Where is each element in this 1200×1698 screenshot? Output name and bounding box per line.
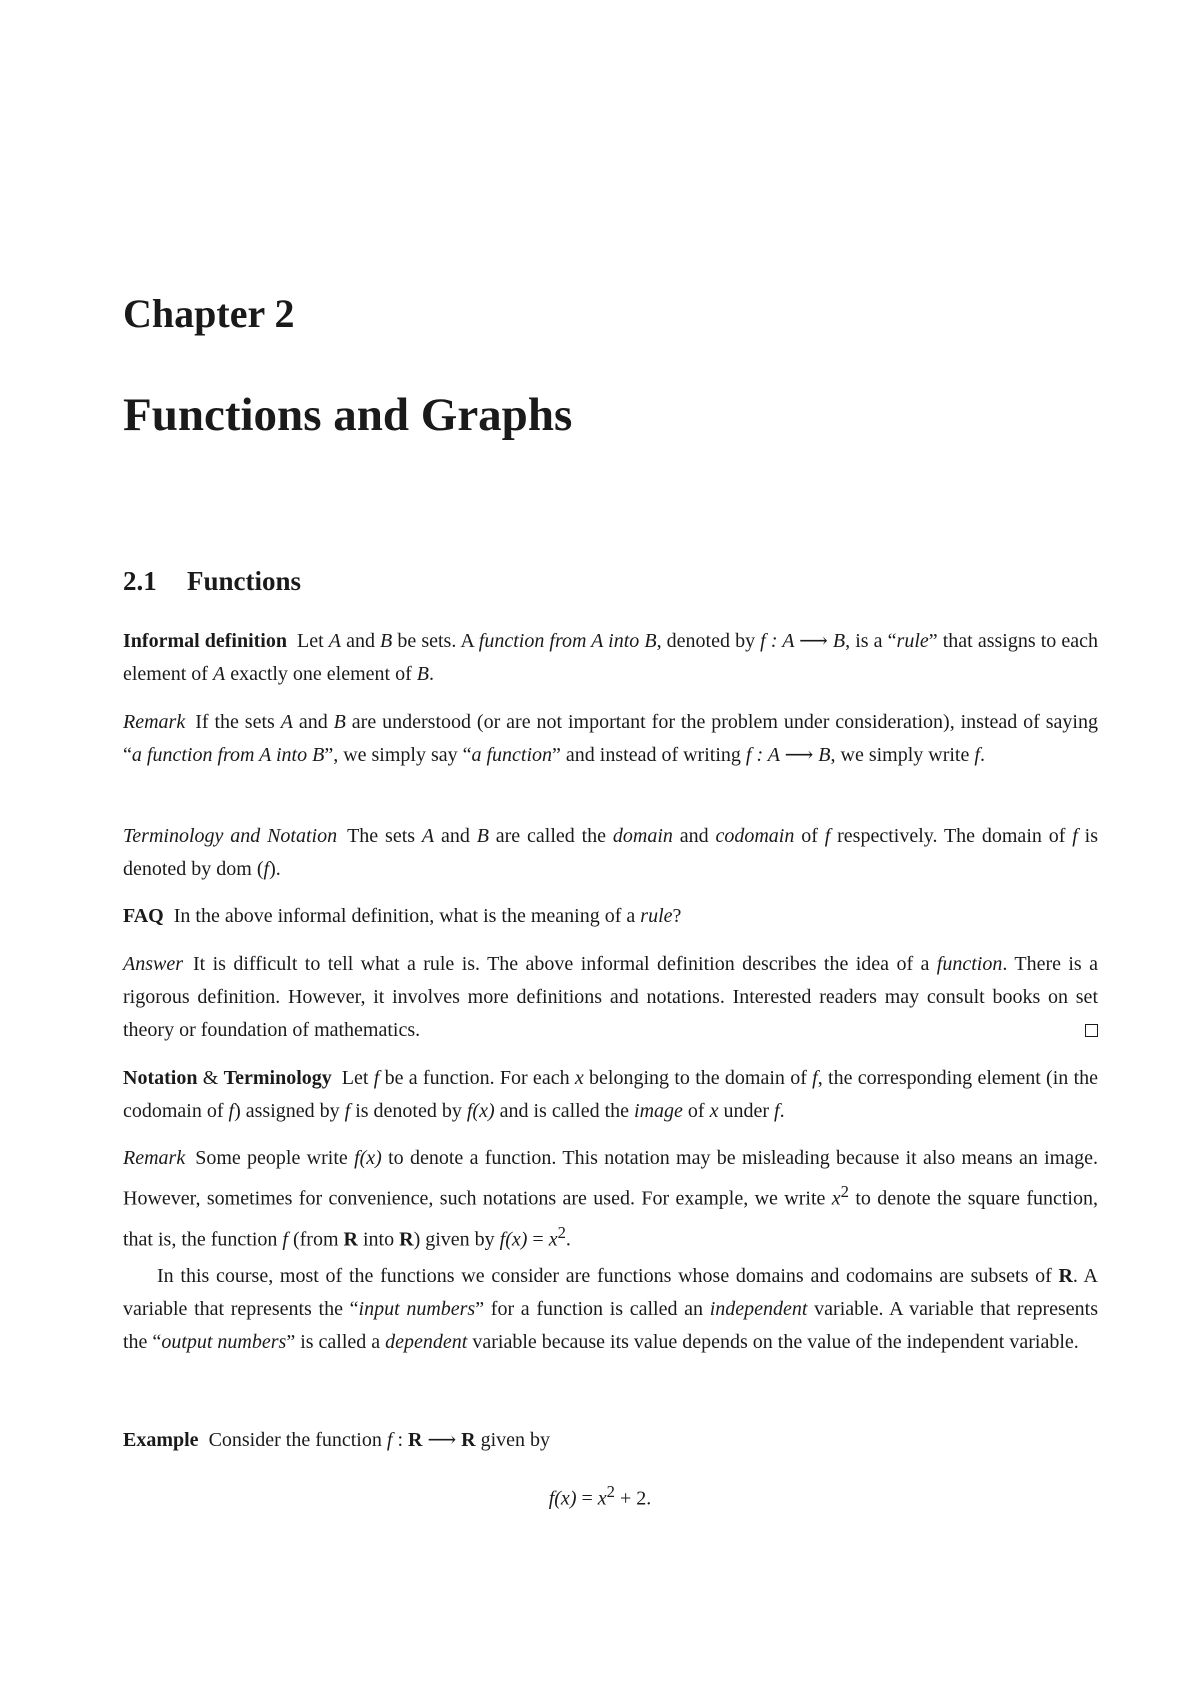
paragraph-lead: Example bbox=[123, 1429, 199, 1451]
text: under bbox=[718, 1100, 775, 1122]
text: be a function. For each bbox=[379, 1067, 575, 1089]
text: , the corresponding element (in the codomain of bbox=[123, 1067, 1099, 1122]
text: Some people write bbox=[195, 1147, 355, 1169]
emphasis: domain bbox=[612, 825, 673, 847]
text: ” is called a bbox=[286, 1331, 386, 1353]
emphasis: image bbox=[634, 1100, 683, 1122]
remark-paragraph bbox=[123, 706, 1098, 772]
paragraph-lead: FAQ bbox=[123, 905, 164, 927]
text: and bbox=[672, 825, 716, 847]
text: be sets. A bbox=[392, 630, 479, 652]
text: to denote the square function, that is, the function bbox=[123, 1187, 1098, 1251]
math-var: x bbox=[574, 1067, 584, 1089]
text: = bbox=[576, 1487, 598, 1510]
math-expression: f : A ⟶ B bbox=[745, 744, 831, 766]
text: If the sets bbox=[195, 711, 281, 733]
math-var: x bbox=[548, 1228, 558, 1251]
text: It is difficult to tell what a rule is. The above informal definition describes the idea of a bbox=[193, 953, 937, 975]
faq-paragraph bbox=[123, 900, 1098, 933]
real-numbers-symbol: R bbox=[1058, 1265, 1073, 1287]
text: Let bbox=[341, 1067, 374, 1089]
emphasis: rule bbox=[640, 905, 673, 927]
math-var: f bbox=[774, 1100, 780, 1122]
text: into bbox=[357, 1228, 400, 1251]
text: In the above informal definition, what is the meaning of a bbox=[173, 905, 641, 927]
text: In this course, most of the functions we consider are functions whose domains and codomains are subsets of bbox=[157, 1265, 1059, 1287]
paragraph-lead: Notation bbox=[123, 1067, 198, 1089]
emphasis: output numbers bbox=[161, 1331, 287, 1353]
remark-paragraph-2 bbox=[123, 1142, 1098, 1256]
emphasis: independent bbox=[709, 1298, 808, 1320]
text: and bbox=[292, 711, 334, 733]
section-title: Functions bbox=[187, 566, 302, 596]
text: ” for a function is called an bbox=[475, 1298, 710, 1320]
math-var: f bbox=[263, 858, 270, 880]
text: (from bbox=[287, 1228, 344, 1251]
math-var: x bbox=[831, 1187, 841, 1210]
course-paragraph bbox=[123, 1260, 1098, 1359]
paragraph-lead: Answer bbox=[123, 953, 183, 975]
math-var: f bbox=[824, 825, 831, 847]
text: of bbox=[794, 825, 825, 847]
superscript: 2 bbox=[606, 1482, 615, 1501]
text: , is a “ bbox=[845, 630, 897, 652]
emphasis: input numbers bbox=[358, 1298, 476, 1320]
math-var: A bbox=[421, 825, 435, 847]
text: ⟶ bbox=[422, 1429, 462, 1451]
real-numbers-symbol: R bbox=[399, 1228, 414, 1251]
math-var: f bbox=[974, 744, 980, 766]
chapter-label: Chapter 2 bbox=[123, 291, 295, 336]
math-expression: f(x) bbox=[499, 1228, 528, 1251]
emphasis: codomain bbox=[715, 825, 795, 847]
text: of bbox=[682, 1100, 710, 1122]
math-expression: f : A ⟶ B bbox=[760, 630, 846, 652]
real-numbers-symbol: R bbox=[408, 1429, 423, 1451]
text: . A variable that represents the “ bbox=[123, 1265, 1098, 1320]
text: is denoted by bbox=[350, 1100, 467, 1122]
text: given by bbox=[475, 1429, 551, 1451]
section-heading bbox=[123, 566, 1098, 597]
text: . bbox=[779, 1100, 785, 1122]
text: , denoted by bbox=[656, 630, 761, 652]
chapter-title: Functions and Graphs bbox=[123, 389, 573, 441]
text: ) given by bbox=[413, 1228, 500, 1251]
emphasis: a function from A into B bbox=[131, 744, 325, 766]
paragraph-lead: Terminology bbox=[223, 1067, 332, 1089]
text: respectively. The domain of bbox=[830, 825, 1073, 847]
math-var: x bbox=[597, 1487, 607, 1510]
superscript: 2 bbox=[840, 1182, 849, 1201]
notation-paragraph bbox=[123, 1062, 1098, 1128]
text: are called the bbox=[488, 825, 613, 847]
text: ? bbox=[672, 905, 682, 927]
answer-paragraph bbox=[123, 948, 1098, 1047]
text: ). bbox=[269, 858, 281, 880]
text: + 2. bbox=[614, 1487, 652, 1510]
superscript: 2 bbox=[557, 1222, 566, 1242]
text: ”, we simply say “ bbox=[324, 744, 472, 766]
example-paragraph bbox=[123, 1424, 1098, 1457]
emphasis: function from A into B bbox=[478, 630, 657, 652]
text: & bbox=[197, 1067, 224, 1089]
text: is denoted by dom ( bbox=[123, 825, 1098, 880]
text: exactly one element of bbox=[225, 663, 417, 685]
math-expression: f(x) bbox=[466, 1100, 495, 1122]
terminology-paragraph bbox=[123, 820, 1098, 886]
display-equation bbox=[0, 1482, 1200, 1511]
emphasis: a function bbox=[471, 744, 553, 766]
math-var: A bbox=[280, 711, 293, 733]
math-var: x bbox=[709, 1100, 719, 1122]
text: and bbox=[434, 825, 477, 847]
text: . bbox=[565, 1228, 571, 1251]
text: to denote a function. This notation may be misleading because it also means an image. However, sometimes for convenience, such notations are used. For example, we write bbox=[123, 1147, 1098, 1210]
math-var: A bbox=[328, 630, 341, 652]
math-var: B bbox=[333, 711, 346, 733]
math-var: f bbox=[228, 1100, 235, 1122]
text: variable because its value depends on the value of the independent variable. bbox=[467, 1331, 1079, 1353]
text: are understood (or are not important for the problem under consideration), instead of saying “ bbox=[123, 711, 1098, 766]
text: and bbox=[340, 630, 381, 652]
math-var: f bbox=[282, 1228, 288, 1251]
qed-square-icon bbox=[1085, 1024, 1098, 1037]
paragraph-lead: Terminology and Notation bbox=[123, 825, 338, 847]
real-numbers-symbol: R bbox=[343, 1228, 358, 1251]
text: variable. A variable that represents the “ bbox=[123, 1298, 1099, 1353]
math-var: B bbox=[476, 825, 489, 847]
emphasis: function bbox=[936, 953, 1003, 975]
text: = bbox=[527, 1228, 549, 1251]
text: Consider the function bbox=[208, 1429, 387, 1451]
paragraph-lead: Remark bbox=[123, 711, 186, 733]
math-var: B bbox=[380, 630, 393, 652]
text: . bbox=[429, 663, 434, 685]
math-var: B bbox=[416, 663, 429, 685]
math-expression: f(x) bbox=[548, 1487, 577, 1510]
text: , we simply write bbox=[830, 744, 975, 766]
text: : bbox=[392, 1429, 408, 1451]
text: . There is a rigorous definition. However, it involves more definitions and notations. Interested readers may consult books on set theory or foundation of mathematics. bbox=[123, 953, 1098, 1041]
emphasis: dependent bbox=[385, 1331, 468, 1353]
text: ” that assigns to each element of bbox=[123, 630, 1098, 685]
informal-definition bbox=[123, 625, 1098, 691]
text: belonging to the domain of bbox=[583, 1067, 813, 1089]
math-var: f bbox=[373, 1067, 380, 1089]
math-var: A bbox=[212, 663, 226, 685]
math-var: f bbox=[1072, 825, 1078, 847]
emphasis: rule bbox=[896, 630, 929, 652]
math-var: f bbox=[812, 1067, 818, 1089]
text: The sets bbox=[347, 825, 422, 847]
text: ” and instead of writing bbox=[552, 744, 746, 766]
paragraph-lead: Remark bbox=[123, 1147, 186, 1169]
text: ) assigned by bbox=[234, 1100, 345, 1122]
text: Let bbox=[297, 630, 329, 652]
text: . bbox=[979, 744, 985, 766]
paragraph-lead: Informal definition bbox=[123, 630, 287, 652]
section-number: 2.1 bbox=[123, 566, 157, 596]
math-var: f bbox=[386, 1429, 393, 1451]
math-var: f bbox=[344, 1100, 351, 1122]
real-numbers-symbol: R bbox=[461, 1429, 476, 1451]
text: and is called the bbox=[494, 1100, 635, 1122]
math-expression: f(x) bbox=[354, 1147, 382, 1169]
